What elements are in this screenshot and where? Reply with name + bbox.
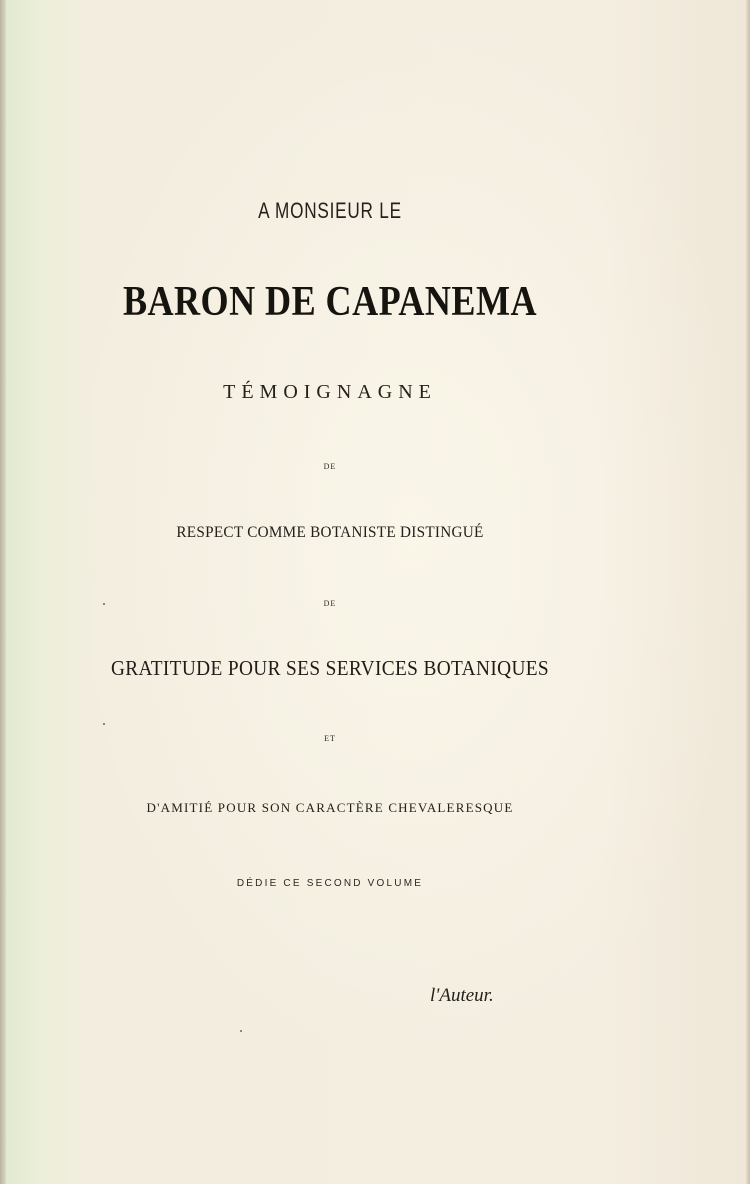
author-signature: l'Auteur.	[430, 985, 494, 1006]
dedication-respect: RESPECT COMME BOTANISTE DISTINGUÉ	[176, 524, 484, 541]
connector-de-2: DE	[323, 599, 337, 608]
dedicatee-name: BARON DE CAPANEMA	[123, 279, 537, 325]
binding-edge	[0, 0, 6, 1184]
dedication-testimony: TÉMOIGNAGNE	[223, 381, 437, 403]
connector-et: ET	[324, 734, 336, 743]
dedication-salutation: A MONSIEUR LE	[258, 198, 402, 223]
paper-speck	[103, 723, 105, 725]
page-edge	[746, 0, 750, 1184]
dedication-volume: DÉDIE CE SECOND VOLUME	[236, 878, 424, 889]
dedication-friendship: D'AMITIÉ POUR SON CARACTÈRE CHEVALERESQUE	[146, 800, 514, 815]
dedication-gratitude: GRATITUDE POUR SES SERVICES BOTANIQUES	[110, 656, 550, 680]
connector-de-1: DE	[323, 462, 337, 471]
paper-speck	[240, 1030, 242, 1032]
paper-speck	[103, 603, 105, 605]
